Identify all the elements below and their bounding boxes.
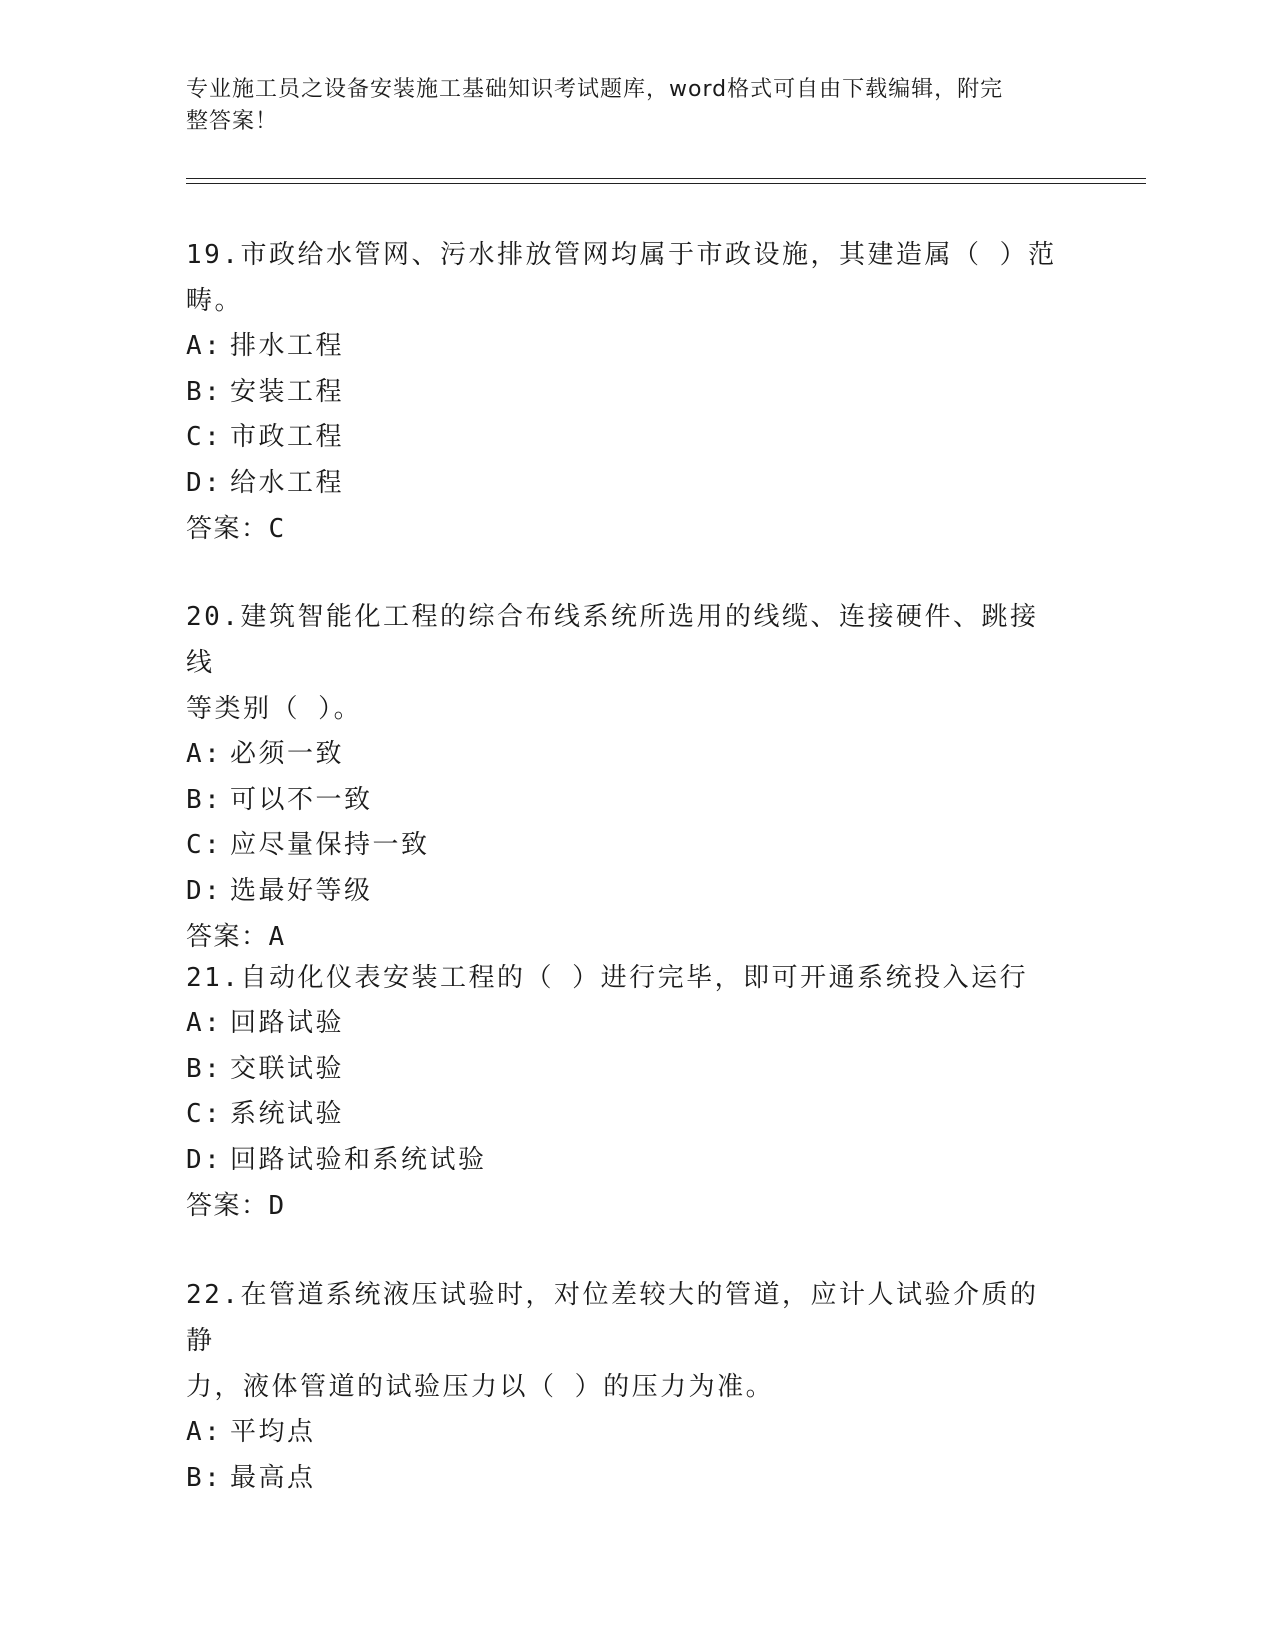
option-letter: A: xyxy=(186,1008,223,1038)
option-text: 安装工程 xyxy=(230,376,345,407)
option-text: 可以不一致 xyxy=(230,784,373,815)
option-letter: D: xyxy=(186,1144,223,1175)
option-b xyxy=(186,1047,1066,1093)
option-text: 回路试验和系统试验 xyxy=(230,1144,487,1175)
answer-value: A xyxy=(268,922,286,952)
option-letter: A: xyxy=(186,331,223,361)
answer-label: 答案： xyxy=(186,922,269,952)
option-text: 市政工程 xyxy=(230,422,345,452)
option-d xyxy=(186,869,1066,915)
answer-value: D xyxy=(268,1191,286,1221)
option-a xyxy=(186,732,1066,778)
answer-value: C xyxy=(268,514,286,544)
question-stem-line: 22.在管道系统液压试验时，对位差较大的管道，应计人试验介质的静 xyxy=(186,1280,1039,1356)
option-text: 选最好等级 xyxy=(230,875,373,906)
answer-label: 答案： xyxy=(186,514,269,544)
option-a xyxy=(186,1001,1066,1047)
option-letter: C: xyxy=(186,422,223,452)
option-b xyxy=(186,1456,1066,1502)
header-divider-bottom xyxy=(186,183,1146,184)
option-text: 交联试验 xyxy=(230,1053,345,1084)
option-a xyxy=(186,324,1066,370)
option-text: 给水工程 xyxy=(230,467,345,498)
option-letter: B: xyxy=(186,376,223,407)
option-c xyxy=(186,823,1066,869)
option-b xyxy=(186,370,1066,416)
option-letter: C: xyxy=(186,1099,223,1129)
option-c xyxy=(186,1092,1066,1138)
option-text: 最高点 xyxy=(230,1462,316,1493)
answer-line xyxy=(186,1183,1066,1229)
question-19 xyxy=(186,232,1066,552)
option-c xyxy=(186,415,1066,461)
question-stem-line: 等类别（ ）。 xyxy=(186,694,363,724)
answer-line xyxy=(186,506,1066,552)
option-text: 系统试验 xyxy=(230,1099,345,1129)
option-text: 回路试验 xyxy=(230,1008,345,1038)
question-stem-line: 20.建筑智能化工程的综合布线系统所选用的线缆、连接硬件、跳接线 xyxy=(186,602,1039,678)
option-letter: A: xyxy=(186,1417,223,1447)
question-stem-line: 畴。 xyxy=(186,286,244,316)
header-line-2: 整答案！ xyxy=(186,109,279,134)
answer-line xyxy=(186,914,1066,960)
question-stem-line: 19.市政给水管网、污水排放管网均属于市政设施，其建造属（ ）范 xyxy=(186,240,1057,270)
header-divider-top xyxy=(186,178,1146,179)
option-a xyxy=(186,1410,1066,1456)
question-21 xyxy=(186,955,1066,1229)
option-letter: D: xyxy=(186,467,223,498)
option-d xyxy=(186,461,1066,507)
option-letter: B: xyxy=(186,1053,223,1084)
option-b xyxy=(186,778,1066,824)
option-text: 排水工程 xyxy=(230,331,345,361)
option-text: 必须一致 xyxy=(230,739,345,769)
option-letter: D: xyxy=(186,875,223,906)
question-stem-line: 力，液体管道的试验压力以（ ）的压力为准。 xyxy=(186,1372,775,1402)
answer-label: 答案： xyxy=(186,1191,269,1221)
option-text: 应尽量保持一致 xyxy=(230,830,430,860)
document-header xyxy=(186,74,1086,138)
question-20 xyxy=(186,594,1066,960)
question-22 xyxy=(186,1272,1066,1501)
option-d xyxy=(186,1138,1066,1184)
option-text: 平均点 xyxy=(230,1417,316,1447)
question-stem-line: 21.自动化仪表安装工程的（ ）进行完毕，即可开通系统投入运行 xyxy=(186,963,1029,993)
option-letter: C: xyxy=(186,830,223,860)
header-line-1: 专业施工员之设备安装施工基础知识考试题库，word格式可自由下载编辑，附完 xyxy=(186,77,1004,102)
option-letter: B: xyxy=(186,1462,223,1493)
option-letter: A: xyxy=(186,739,223,769)
option-letter: B: xyxy=(186,784,223,815)
